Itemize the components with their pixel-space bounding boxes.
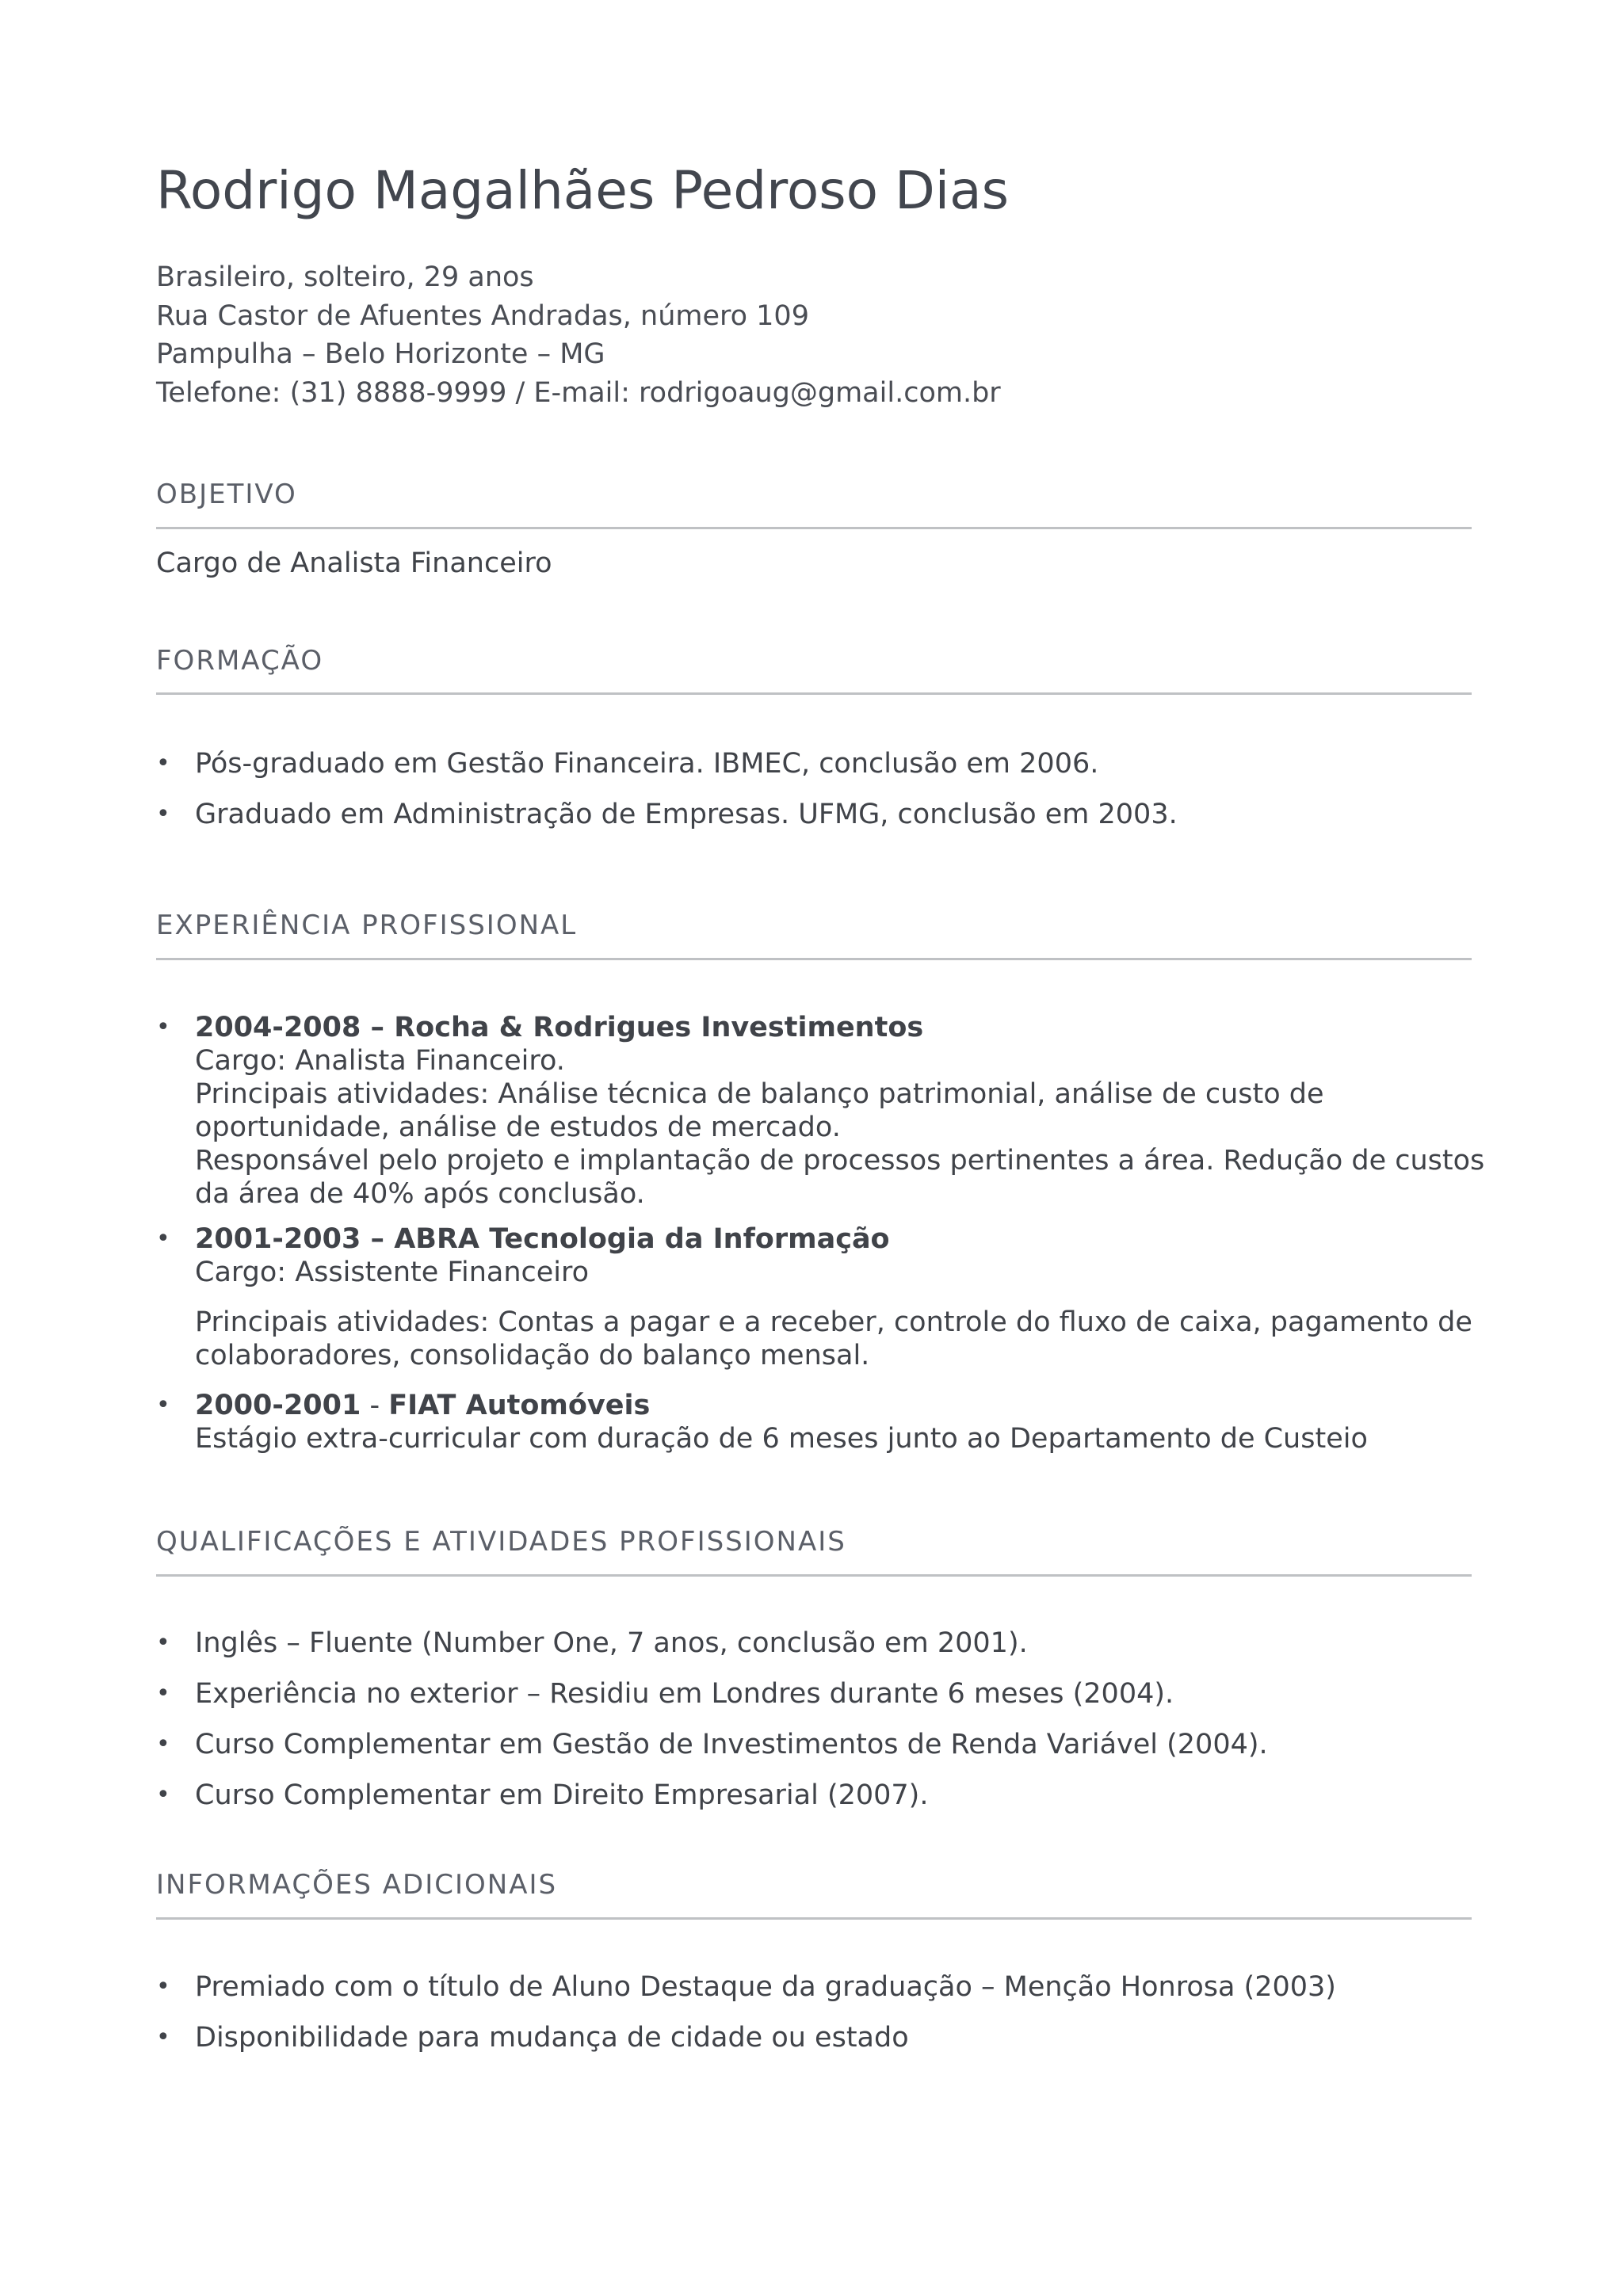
section-divider [156, 1917, 1472, 1920]
job-line: Estágio extra-curricular com duração de 6 meses junto ao Departamento de Custeio [195, 1423, 1368, 1455]
experiencia-list [156, 1011, 1503, 1460]
section-title-experiencia: EXPERIÊNCIA PROFISSIONAL [156, 910, 578, 941]
list-item: • Pós-graduado em Gestão Financeira. IBMEC, conclusão em 2006. [156, 748, 1099, 780]
section-title-formacao: FORMAÇÃO [156, 645, 324, 677]
list-item: • Curso Complementar em Direito Empresarial (2007). [156, 1779, 929, 1811]
list-item: • Premiado com o título de Aluno Destaque da graduação – Menção Honrosa (2003) [156, 1971, 1336, 2003]
section-title-qualificacoes: QUALIFICAÇÕES E ATIVIDADES PROFISSIONAIS [156, 1526, 846, 1558]
job-years: 2000-2001 [195, 1390, 361, 1421]
job-line: Cargo: Assistente Financeiro [195, 1257, 590, 1288]
bullet-icon: • [156, 1973, 170, 2000]
section-divider [156, 527, 1472, 529]
list-item: • Disponibilidade para mudança de cidade ou estado [156, 2022, 909, 2054]
bullet-icon: • [156, 1781, 170, 1809]
bullet-icon: • [156, 1629, 170, 1657]
formacao-list [156, 747, 1503, 849]
adicionais-list [156, 1970, 1503, 2072]
section-title-objetivo: OBJETIVO [156, 479, 297, 510]
list-item: • Experiência no exterior – Residiu em Londres durante 6 meses (2004). [156, 1678, 1174, 1710]
job-line: Principais atividades: Contas a pagar e a receber, controle do fluxo de caixa, pagamento de [195, 1306, 1472, 1338]
job-line: Cargo: Analista Financeiro. [195, 1045, 565, 1077]
job-line: oportunidade, análise de estudos de mercado. [195, 1112, 841, 1143]
job-heading: 2001-2003 – ABRA Tecnologia da Informação [195, 1223, 890, 1255]
bullet-icon: • [156, 800, 170, 828]
job-line: Principais atividades: Análise técnica de balanço patrimonial, análise de custo de [195, 1078, 1324, 1110]
job-company: FIAT Automóveis [388, 1390, 651, 1421]
section-divider [156, 958, 1472, 960]
job-line: da área de 40% após conclusão. [195, 1178, 645, 1210]
bullet-icon: • [156, 1680, 170, 1707]
job-item [156, 1389, 1503, 1460]
job-line: Responsável pelo projeto e implantação de processos pertinentes a área. Redução de custos [195, 1145, 1485, 1177]
bullet-icon: • [156, 1730, 170, 1758]
job-heading [195, 1389, 1503, 1422]
section-divider [156, 692, 1472, 695]
job-heading: 2004-2008 – Rocha & Rodrigues Investimentos [195, 1012, 924, 1043]
qualificacoes-list [156, 1627, 1503, 1829]
info-line-personal: Brasileiro, solteiro, 29 anos [156, 261, 534, 293]
section-divider [156, 1574, 1472, 1577]
list-item: • Graduado em Administração de Empresas. UFMG, conclusão em 2003. [156, 799, 1178, 830]
job-line: colaboradores, consolidação do balanço mensal. [195, 1340, 870, 1371]
section-title-adicionais: INFORMAÇÕES ADICIONAIS [156, 1869, 558, 1901]
bullet-icon: • [156, 1013, 170, 1041]
info-line-contact: Telefone: (31) 8888-9999 / E-mail: rodrigoaug@gmail.com.br [156, 376, 1001, 409]
personal-info [156, 258, 1001, 412]
bullet-icon: • [156, 2023, 170, 2051]
objetivo-text: Cargo de Analista Financeiro [156, 547, 552, 579]
list-item: • Inglês – Fluente (Number One, 7 anos, conclusão em 2001). [156, 1627, 1028, 1659]
job-item [156, 1222, 1503, 1389]
job-item [156, 1011, 1503, 1222]
info-line-city: Pampulha – Belo Horizonte – MG [156, 338, 605, 370]
bullet-icon: • [156, 1391, 170, 1419]
info-line-street: Rua Castor de Afuentes Andradas, número 109 [156, 299, 809, 332]
bullet-icon: • [156, 1225, 170, 1253]
list-item: • Curso Complementar em Gestão de Investimentos de Renda Variável (2004). [156, 1729, 1268, 1760]
bullet-icon: • [156, 749, 170, 777]
job-heading-separator: - [361, 1390, 389, 1421]
candidate-name: Rodrigo Magalhães Pedroso Dias [156, 160, 1009, 221]
